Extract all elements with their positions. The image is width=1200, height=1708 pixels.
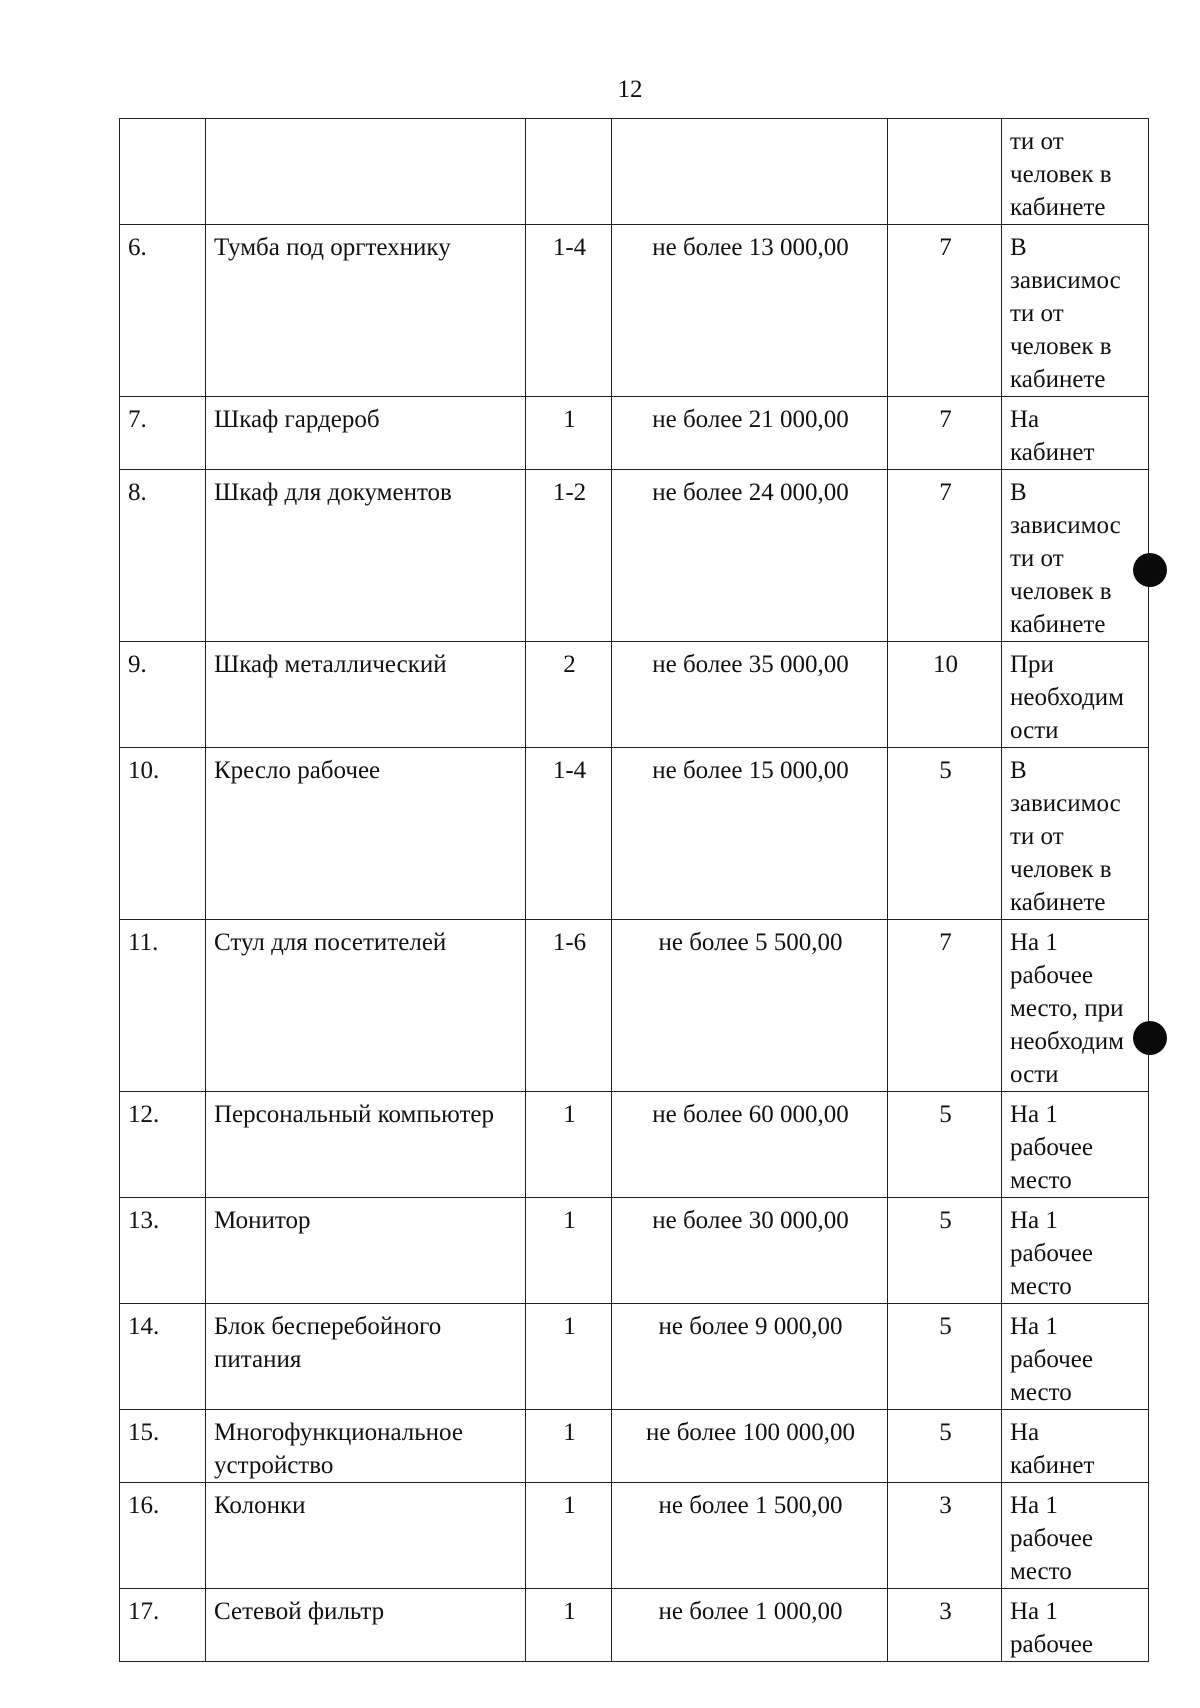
item-name: Монитор [206, 1198, 526, 1304]
item-quantity: 1-6 [526, 920, 612, 1092]
item-price: не более 9 000,00 [612, 1304, 888, 1410]
item-note: В зависимос ти от человек в кабинете [1002, 470, 1149, 642]
item-quantity: 1-4 [526, 748, 612, 920]
item-price: не более 1 500,00 [612, 1483, 888, 1589]
item-quantity [526, 119, 612, 225]
item-price: не более 21 000,00 [612, 397, 888, 470]
item-service-term: 5 [888, 1410, 1002, 1483]
item-service-term: 5 [888, 1304, 1002, 1410]
row-number: 7. [120, 397, 206, 470]
item-price: не более 1 000,00 [612, 1589, 888, 1662]
item-price: не более 24 000,00 [612, 470, 888, 642]
item-name: Многофункциональное устройство [206, 1410, 526, 1483]
item-quantity: 1-2 [526, 470, 612, 642]
furniture-equipment-table [119, 118, 1149, 1662]
table-row [120, 1092, 1149, 1198]
scan-dot-mark [1133, 553, 1167, 587]
item-name: Шкаф металлический [206, 642, 526, 748]
table-row [120, 1198, 1149, 1304]
scan-dot-mark [1133, 1021, 1167, 1055]
item-service-term [888, 119, 1002, 225]
item-quantity: 2 [526, 642, 612, 748]
item-service-term: 7 [888, 225, 1002, 397]
item-quantity: 1 [526, 1483, 612, 1589]
row-number: 15. [120, 1410, 206, 1483]
item-name: Персональный компьютер [206, 1092, 526, 1198]
item-name: Кресло рабочее [206, 748, 526, 920]
item-name: Тумба под оргтехнику [206, 225, 526, 397]
item-note: На 1 рабочее место, при необходим ости [1002, 920, 1149, 1092]
table-row [120, 920, 1149, 1092]
item-note: На 1 рабочее место [1002, 1304, 1149, 1410]
item-name: Стул для посетителей [206, 920, 526, 1092]
item-service-term: 3 [888, 1589, 1002, 1662]
item-service-term: 7 [888, 920, 1002, 1092]
item-service-term: 3 [888, 1483, 1002, 1589]
item-service-term: 10 [888, 642, 1002, 748]
table-row [120, 1304, 1149, 1410]
table-row [120, 642, 1149, 748]
item-price: не более 35 000,00 [612, 642, 888, 748]
item-service-term: 5 [888, 748, 1002, 920]
item-quantity: 1 [526, 1198, 612, 1304]
item-quantity: 1 [526, 1092, 612, 1198]
item-note: На 1 рабочее [1002, 1589, 1149, 1662]
item-note: На кабинет [1002, 397, 1149, 470]
item-name: Шкаф гардероб [206, 397, 526, 470]
row-number: 13. [120, 1198, 206, 1304]
item-name [206, 119, 526, 225]
item-quantity: 1-4 [526, 225, 612, 397]
item-note: На кабинет [1002, 1410, 1149, 1483]
table-row [120, 1483, 1149, 1589]
row-number: 10. [120, 748, 206, 920]
row-number: 8. [120, 470, 206, 642]
row-number: 16. [120, 1483, 206, 1589]
table-body [120, 119, 1149, 1662]
item-service-term: 5 [888, 1092, 1002, 1198]
item-service-term: 7 [888, 397, 1002, 470]
row-number: 6. [120, 225, 206, 397]
item-name: Сетевой фильтр [206, 1589, 526, 1662]
row-number: 11. [120, 920, 206, 1092]
table-row [120, 748, 1149, 920]
item-quantity: 1 [526, 1589, 612, 1662]
item-price: не более 15 000,00 [612, 748, 888, 920]
table-row [120, 397, 1149, 470]
row-number [120, 119, 206, 225]
row-number: 17. [120, 1589, 206, 1662]
item-note: В зависимос ти от человек в кабинете [1002, 225, 1149, 397]
item-name: Блок бесперебойного питания [206, 1304, 526, 1410]
item-note: При необходим ости [1002, 642, 1149, 748]
page-number: 12 [617, 76, 643, 103]
item-price: не более 60 000,00 [612, 1092, 888, 1198]
row-number: 9. [120, 642, 206, 748]
item-note: На 1 рабочее место [1002, 1483, 1149, 1589]
table-row [120, 1410, 1149, 1483]
table-row [120, 119, 1149, 225]
item-name: Колонки [206, 1483, 526, 1589]
item-note: В зависимос ти от человек в кабинете [1002, 748, 1149, 920]
table-row [120, 470, 1149, 642]
item-service-term: 7 [888, 470, 1002, 642]
table-row [120, 1589, 1149, 1662]
item-price: не более 13 000,00 [612, 225, 888, 397]
item-service-term: 5 [888, 1198, 1002, 1304]
item-price: не более 5 500,00 [612, 920, 888, 1092]
table-row [120, 225, 1149, 397]
item-name: Шкаф для документов [206, 470, 526, 642]
item-quantity: 1 [526, 397, 612, 470]
row-number: 12. [120, 1092, 206, 1198]
item-quantity: 1 [526, 1410, 612, 1483]
item-note: На 1 рабочее место [1002, 1198, 1149, 1304]
item-note: ти от человек в кабинете [1002, 119, 1149, 225]
item-note: На 1 рабочее место [1002, 1092, 1149, 1198]
row-number: 14. [120, 1304, 206, 1410]
item-price: не более 100 000,00 [612, 1410, 888, 1483]
item-price [612, 119, 888, 225]
item-quantity: 1 [526, 1304, 612, 1410]
item-price: не более 30 000,00 [612, 1198, 888, 1304]
